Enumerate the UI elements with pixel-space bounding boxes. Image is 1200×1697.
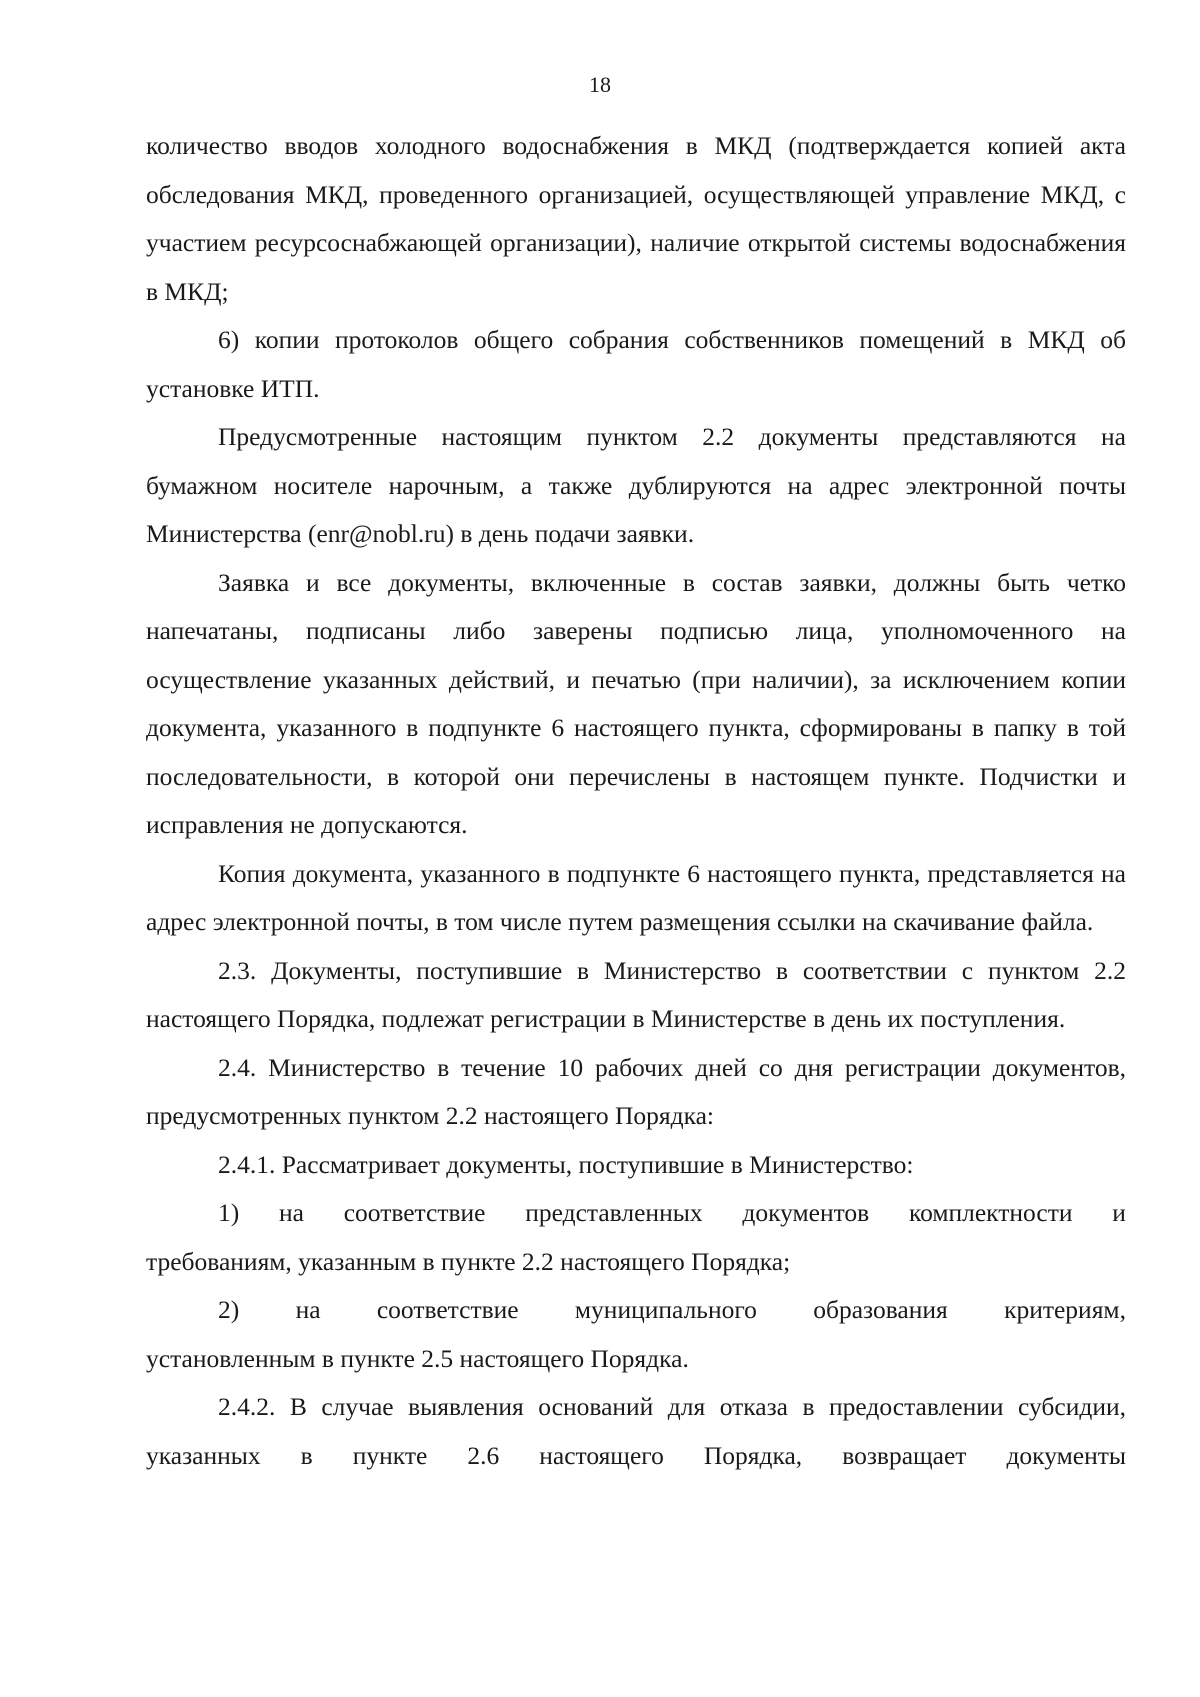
list-item-2-continuation: установленным в пункте 2.5 настоящего Порядка. bbox=[146, 1343, 689, 1373]
word: соответствие bbox=[376, 1295, 519, 1324]
paragraph-2-3: 2.3. Документы, поступившие в Министерство в соответствии с пунктом 2.2 настоящего Порядка, подлежат регистрации в Министерстве в день их поступления. bbox=[146, 955, 1126, 1033]
paragraph-2-4: 2.4. Министерство в течение 10 рабочих дней со дня регистрации документов, предусмотренных пунктом 2.2 настоящего Порядка: bbox=[146, 1052, 1126, 1130]
list-item-1-continuation: требованиям, указанным в пункте 2.2 настоящего Порядка; bbox=[146, 1246, 791, 1276]
paragraph-documents-submission: Предусмотренные настоящим пунктом 2.2 документы представляются на бумажном носителе нарочным, а также дублируются на адрес электронной почты Министерства (enr@nobl.ru) в день подачи заявки. bbox=[146, 422, 1126, 548]
document-body bbox=[146, 122, 1126, 1480]
word: образования bbox=[813, 1295, 948, 1324]
paragraph-2-4-1: 2.4.1. Рассматривает документы, поступившие в Министерство: bbox=[218, 1149, 914, 1179]
word: соответствие bbox=[343, 1198, 486, 1227]
word: на bbox=[295, 1295, 321, 1324]
word: критериям, bbox=[1004, 1295, 1126, 1324]
page-number: 18 bbox=[589, 72, 611, 97]
paragraph-2-4-2: 2.4.2. В случае выявления оснований для отказа в предоставлении субсидии, указанных в пункте 2.6 настоящего Порядка, возвращает документы bbox=[146, 1392, 1126, 1470]
word: 2) bbox=[218, 1295, 240, 1324]
paragraph-application-requirements: Заявка и все документы, включенные в состав заявки, должны быть четко напечатаны, подписаны либо заверены подписью лица, уполномоченного на осуществление указанных действий, и печатью (при наличии), за исключением копии документа, указанного в подпункте 6 настоящего пункта, сформированы в папку в той последовательности, в которой они перечислены в настоящем пункте. Подчистки и исправления не допускаются. bbox=[146, 567, 1126, 839]
word: документов bbox=[742, 1198, 870, 1227]
word: на bbox=[279, 1198, 304, 1227]
word: представленных bbox=[525, 1198, 703, 1227]
word: 1) bbox=[218, 1198, 240, 1227]
list-item-1-first-line bbox=[146, 1189, 1126, 1238]
paragraph-water-supply: количество вводов холодного водоснабжения в МКД (подтверждается копией акта обследования МКД, проведенного организацией, осуществляющей управление МКД, с участием ресурсоснабжающей организации), наличие открытой системы водоснабжения в МКД; bbox=[146, 131, 1126, 306]
list-item-2-first-line bbox=[146, 1286, 1126, 1335]
paragraph-copy-email: Копия документа, указанного в подпункте 6 настоящего пункта, представляется на адрес электронной почты, в том числе путем размещения ссылки на скачивание файла. bbox=[146, 858, 1126, 936]
word: и bbox=[1112, 1198, 1126, 1227]
word: муниципального bbox=[574, 1295, 757, 1324]
word: комплектности bbox=[908, 1198, 1073, 1227]
paragraph-item-6: 6) копии протоколов общего собрания собственников помещений в МКД об установке ИТП. bbox=[146, 325, 1126, 403]
